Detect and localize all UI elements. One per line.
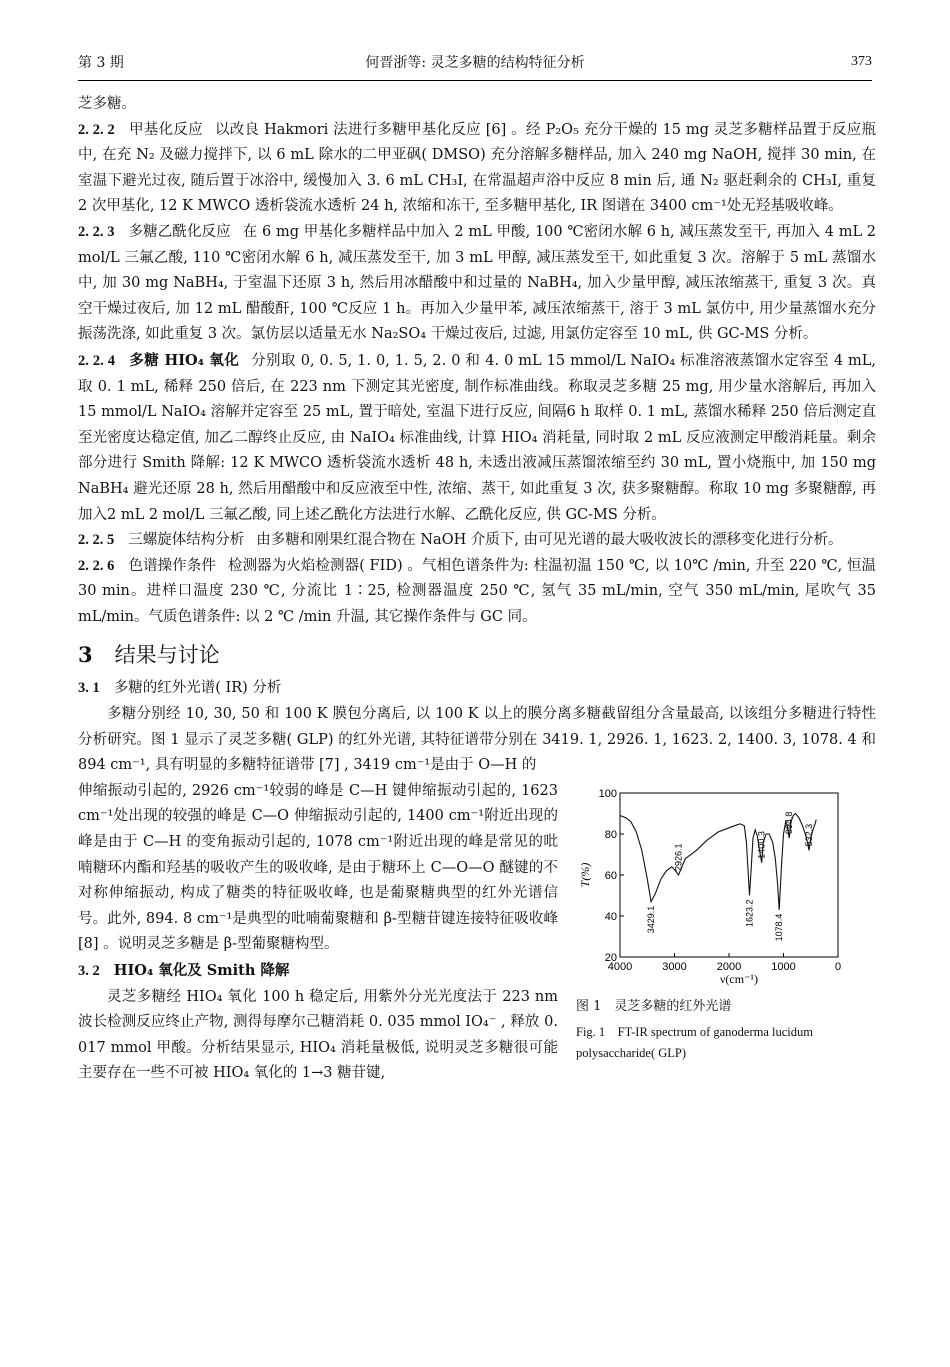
x-tick-label: 0 bbox=[834, 960, 842, 973]
section-2-2-5 bbox=[78, 528, 876, 554]
chart-svg bbox=[576, 785, 876, 990]
running-header bbox=[78, 48, 872, 76]
chapter-title: 结果与讨论 bbox=[114, 643, 220, 668]
section-3-1-para2: 伸缩振动引起的, 2926 cm⁻¹较弱的峰是 C—H 键伸缩振动引起的, 1623 cm⁻¹处出现的较强的峰是 C—O 伸缩振动引起的, 1400 cm⁻¹附近出现的峰是由于 C—H 的变角振动引起的, 1078 cm⁻¹附近出现的峰是常见的吡喃糖环内酯和羟基的吸收产生的吸收峰, 是由于糖环上 C—O—O 醚键的不对称伸缩振动, 构成了糖类的特征吸收峰, 也是葡聚糖典型的红外光谱信号。此外, 894. 8 cm⁻¹是典型的吡喃葡聚糖和 β-型糖苷键连接特征吸收峰 [8] 。说明灵芝多糖是 β-型葡聚糖构型。 bbox=[78, 782, 558, 953]
section-number: 2. 2. 5 bbox=[78, 532, 115, 549]
section-3-2-para: 灵芝多糖经 HIO₄ 氧化 100 h 稳定后, 用紫外分光光度法于 223 nm 波长检测反应终止产物, 测得每摩尔己糖消耗 0. 035 mmol IO₄⁻ , 释放 0. 017 mmol 甲酸。分析结果显示, HIO₄ 消耗量极低, 说明灵芝多糖很可能主要存在一些不可被 HIO₄ 氧化的 1→3 糖苷键, bbox=[78, 988, 558, 1082]
section-2-2-2 bbox=[78, 118, 876, 220]
section-number: 3. 2 bbox=[78, 963, 100, 979]
y-tick-label: 20 bbox=[604, 951, 617, 964]
y-tick-label: 100 bbox=[598, 787, 617, 800]
peak-label: 2926.1 bbox=[673, 843, 684, 871]
section-number: 3. 1 bbox=[78, 680, 100, 697]
figure-1 bbox=[576, 785, 876, 1064]
page-number: 373 bbox=[851, 54, 872, 69]
section-3-1-heading bbox=[78, 676, 876, 702]
chapter-number: 3 bbox=[78, 642, 93, 668]
caption-english: Fig. 1 FT-IR spectrum of ganoderma lucidum polysaccharide( GLP) bbox=[576, 1024, 814, 1060]
section-text: 分别取 0, 0. 5, 1. 0, 1. 5, 2. 0 和 4. 0 mL 15 mmol/L NaIO₄ 标准溶液蒸馏水定容至 4 mL, 取 0. 1 mL, 稀释 250 倍后, 在 223 nm 下测定其光密度, 制作标准曲线。称取灵芝多糖 25 mg, 用少量水溶解后, 再加入 15 mmol/L NaIO₄ 溶解并定容至 25 mL, 置于暗处, 室温下进行反应, 间隔6 h 取样 0. 1 mL, 蒸馏水稀释 250 倍后测定直至光密度达稳定值, 加乙二醇终止反应, 由 NaIO₄ 标准曲线, 计算 HIO₄ 消耗量, 同时取 2 mL 反应液测定甲酸消耗量。剩余部分进行 Smith 降解: 12 K MWCO 透析袋流水透析 48 h, 未透出液减压蒸馏浓缩至约 30 mL, 置小烧瓶中, 加 150 mg NaBH₄ 避光还原 28 h, 然后用醋酸中和反应液至中性, 浓缩、蒸干, 如此重复 3 次, 获多聚糖醇。称取 10 mg 多聚糖醇, 再加入2 mL 2 mol/L 三氟乙酸, 同上述乙酰化方法进行水解、乙酰化反应, 供 GC-MS 分析。 bbox=[78, 352, 877, 523]
section-title: 三螺旋体结构分析 bbox=[128, 532, 245, 549]
figure-caption bbox=[576, 996, 876, 1064]
x-axis-label: ν(cm⁻¹) bbox=[719, 971, 759, 986]
caption-chinese: 图 1 灵芝多糖的红外光谱 bbox=[576, 998, 732, 1014]
section-title: 色谱操作条件 bbox=[128, 557, 216, 574]
section-number: 2. 2. 6 bbox=[78, 557, 115, 574]
section-title: 多糖的红外光谱( IR) 分析 bbox=[113, 680, 282, 697]
x-tick-label: 2000 bbox=[716, 960, 742, 973]
section-title: 甲基化反应 bbox=[128, 121, 203, 138]
section-text: 以改良 Hakmori 法进行多糖甲基化反应 [6] 。经 P₂O₅ 充分干燥的 15 mg 灵芝多糖样品置于反应瓶中, 在充 N₂ 及磁力搅拌下, 以 6 mL 除水的二甲亚砜( DMSO) 充分溶解多糖样品, 加入 240 mg NaOH, 搅拌 30 min, 在室温下避光过夜, 随后置于冰浴中, 缓慢加入 3. 6 mL CH₃I, 在常温超声浴中反应 8 min 后, 通 N₂ 驱赶剩余的 CH₃I, 重复 2 次甲基化, 12 K MWCO 透析袋流水透析 24 h, 浓缩和冻干, 至多糖甲基化, IR 图谱在 3400 cm⁻¹处无羟基吸收峰。 bbox=[78, 121, 876, 215]
section-title: 多糖 HIO₄ 氧化 bbox=[129, 351, 240, 369]
peak-label: 894.8 bbox=[784, 811, 795, 834]
header-rule bbox=[78, 80, 872, 81]
y-axis-label: T(%) bbox=[578, 862, 592, 888]
section-title: 多糖乙酰化反应 bbox=[128, 223, 231, 240]
chapter-heading bbox=[78, 640, 876, 670]
issue-number: 第 3 期 bbox=[78, 55, 124, 71]
peak-label: 1623.2 bbox=[744, 899, 755, 927]
running-title: 何晋浙等: 灵芝多糖的结构特征分析 bbox=[365, 55, 585, 71]
y-tick-label: 60 bbox=[604, 869, 617, 882]
section-text: 由多糖和刚果红混合物在 NaOH 介质下, 由可见光谱的最大吸收波长的漂移变化进行分析。 bbox=[256, 532, 843, 549]
y-tick-label: 80 bbox=[604, 828, 617, 841]
ir-spectrum-chart bbox=[576, 785, 876, 990]
section-2-2-3 bbox=[78, 220, 876, 348]
section-number: 2. 2. 4 bbox=[78, 352, 115, 369]
section-text: 在 6 mg 甲基化多糖样品中加入 2 mL 甲酸, 100 ℃密闭水解 6 h, 减压蒸发至干, 再加入 4 mL 2 mol/L 三氟乙酸, 110 ℃密闭水解 6 h, 减压蒸发至干, 加 3 mL 甲醇, 减压蒸发至干, 如此重复 3 次。溶解于 5 mL 蒸馏水中, 加 30 mg NaBH₄, 于室温下还原 3 h, 然后用冰醋酸中和过量的 NaBH₄, 加入少量甲醇, 减压浓缩蒸干, 重复 3 次。真空干燥过夜后, 加 12 mL 醋酸酐, 100 ℃反应 1 h。再加入少量甲苯, 减压浓缩蒸干, 溶于 3 mL 氯仿中, 用少量蒸馏水充分振荡洗涤, 如此重复 3 次。氯仿层以适量无水 Na₂SO₄ 干燥过夜后, 过滤, 用氯仿定容至 10 mL, 供 GC-MS 分析。 bbox=[78, 223, 877, 343]
peak-label: 532.3 bbox=[804, 823, 814, 847]
section-text: 检测器为火焰检测器( FID) 。气相色谱条件为: 柱温初温 150 ℃, 以 10℃ /min, 升至 220 ℃, 恒温 30 min。进样口温度 230 ℃, 分流比 1∶25, 检测器温度 250 ℃, 氢气 35 mL/min, 空气 350 mL/min, 尾吹气 35 mL/min。气质色谱条件: 以 2 ℃ /min 升温, 其它操作条件与 GC 同。 bbox=[78, 557, 877, 625]
y-tick-label: 40 bbox=[604, 910, 617, 923]
section-number: 2. 2. 2 bbox=[78, 121, 115, 138]
section-2-2-4 bbox=[78, 348, 876, 528]
peak-label: 1078.4 bbox=[774, 913, 785, 942]
x-tick-label: 3000 bbox=[662, 960, 687, 973]
x-tick-label: 1000 bbox=[771, 960, 796, 973]
x-tick-label: 4000 bbox=[607, 960, 633, 973]
section-2-2-6 bbox=[78, 554, 876, 631]
section-3-1-para1: 多糖分别经 10, 30, 50 和 100 K 膜包分离后, 以 100 K 以上的膜分离多糖截留组分含量最高, 以该组分多糖进行特性分析研究。图 1 显示了灵芝多糖( GLP) 的红外光谱, 其特征谱带分别在 3419. 1, 2926. 1, 1623. 2, 1400. 3, 1078. 4 和 894 cm⁻¹, 具有明显的多糖特征谱带 [7] , 3419 cm⁻¹是由于 O—H 的 bbox=[78, 706, 876, 774]
section-title: HIO₄ 氧化及 Smith 降解 bbox=[113, 962, 290, 979]
peak-label: 3429.1 bbox=[646, 905, 657, 934]
article-body bbox=[78, 92, 876, 1087]
peak-label: 1400.3 bbox=[756, 831, 767, 859]
section-number: 2. 2. 3 bbox=[78, 223, 115, 240]
paragraph-continuation: 芝多糖。 bbox=[78, 96, 136, 112]
